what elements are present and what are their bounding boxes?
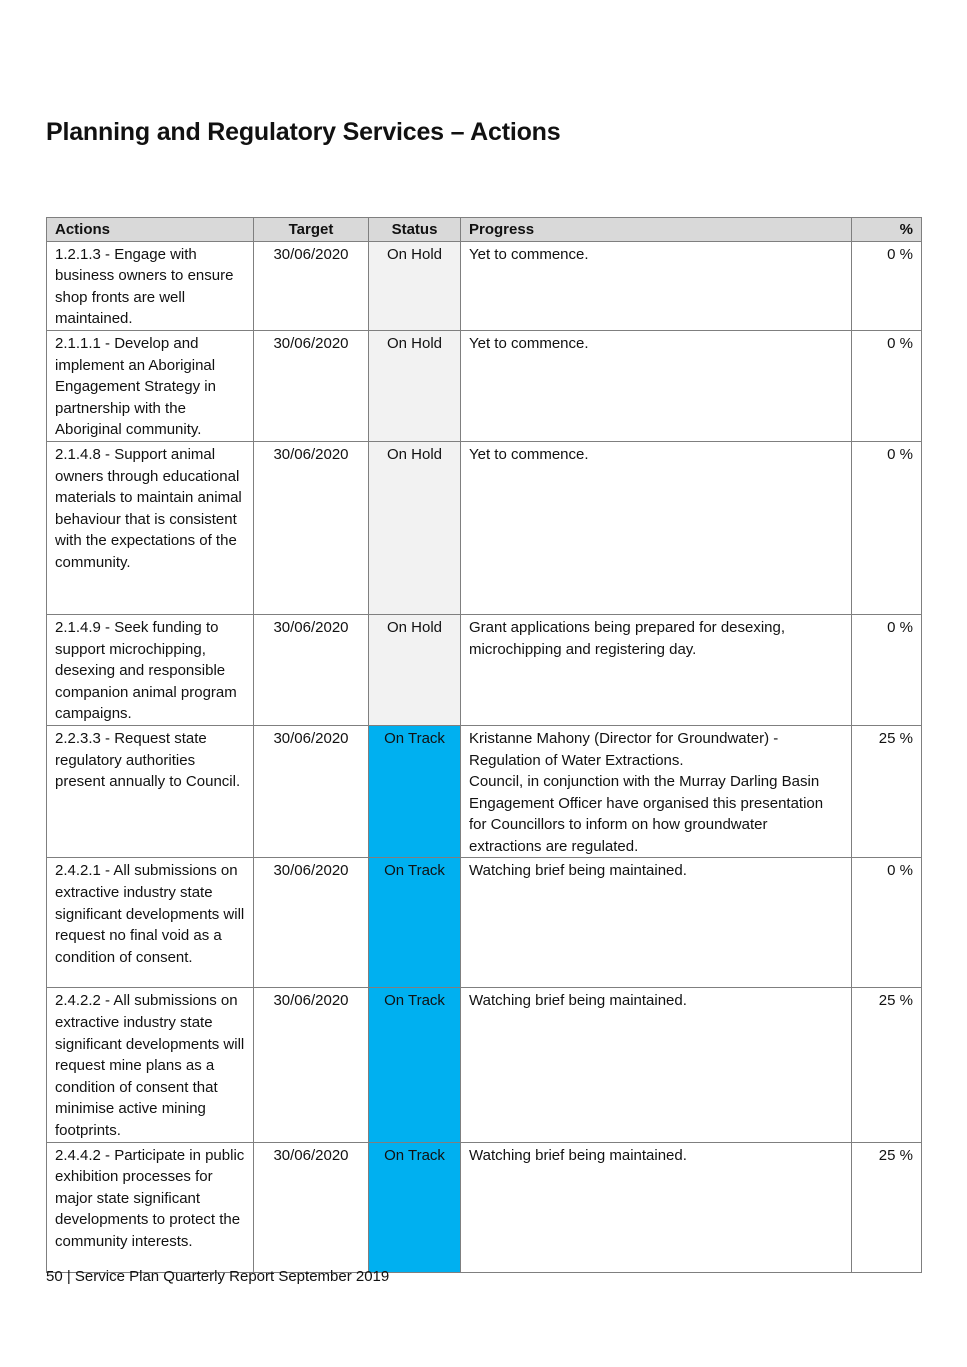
progress-text: Watching brief being maintained. bbox=[469, 992, 687, 1010]
percent-cell: 25 % bbox=[852, 1142, 922, 1272]
progress-cell bbox=[461, 241, 852, 330]
table-header-row bbox=[47, 218, 922, 242]
page-title: Planning and Regulatory Services – Actions bbox=[46, 118, 561, 146]
action-cell: 2.1.4.9 - Seek funding to support microchipping, desexing and responsible companion animal program campaigns. bbox=[47, 614, 254, 725]
table-row bbox=[47, 441, 922, 614]
progress-text: Kristanne Mahony (Director for Groundwater) - Regulation of Water Extractions. bbox=[469, 729, 779, 769]
table-row bbox=[47, 858, 922, 988]
table-row bbox=[47, 241, 922, 330]
status-cell: On Hold bbox=[369, 241, 461, 330]
action-cell: 2.2.3.3 - Request state regulatory authorities present annually to Council. bbox=[47, 725, 254, 858]
table-row bbox=[47, 330, 922, 441]
percent-cell: 0 % bbox=[852, 241, 922, 330]
percent-cell: 0 % bbox=[852, 441, 922, 614]
status-cell: On Hold bbox=[369, 441, 461, 614]
target-cell: 30/06/2020 bbox=[254, 441, 369, 614]
progress-text: Watching brief being maintained. bbox=[469, 1146, 687, 1164]
header-actions: Actions bbox=[47, 218, 254, 242]
action-cell: 2.4.2.1 - All submissions on extractive industry state significant developments will request no final void as a condition of consent. bbox=[47, 858, 254, 988]
action-cell: 2.4.2.2 - All submissions on extractive industry state significant developments will request mine plans as a condition of consent that minimise active mining footprints. bbox=[47, 988, 254, 1142]
status-cell: On Track bbox=[369, 988, 461, 1142]
progress-text: Yet to commence. bbox=[469, 334, 589, 352]
action-cell: 2.1.1.1 - Develop and implement an Aboriginal Engagement Strategy in partnership with the Aboriginal community. bbox=[47, 330, 254, 441]
progress-cell bbox=[461, 988, 852, 1142]
table-row bbox=[47, 988, 922, 1142]
progress-text: Yet to commence. bbox=[469, 445, 589, 463]
progress-cell bbox=[461, 1142, 852, 1272]
percent-cell: 0 % bbox=[852, 330, 922, 441]
target-cell: 30/06/2020 bbox=[254, 614, 369, 725]
header-target: Target bbox=[254, 218, 369, 242]
percent-cell: 0 % bbox=[852, 858, 922, 988]
target-cell: 30/06/2020 bbox=[254, 725, 369, 858]
target-cell: 30/06/2020 bbox=[254, 1142, 369, 1272]
percent-cell: 0 % bbox=[852, 614, 922, 725]
progress-text: Grant applications being prepared for desexing, microchipping and registering day. bbox=[469, 618, 786, 658]
target-cell: 30/06/2020 bbox=[254, 858, 369, 988]
table-row bbox=[47, 1142, 922, 1272]
progress-text: Yet to commence. bbox=[469, 245, 589, 263]
progress-cell bbox=[461, 614, 852, 725]
status-cell: On Hold bbox=[369, 614, 461, 725]
status-cell: On Track bbox=[369, 858, 461, 988]
percent-cell: 25 % bbox=[852, 988, 922, 1142]
percent-cell: 25 % bbox=[852, 725, 922, 858]
target-cell: 30/06/2020 bbox=[254, 988, 369, 1142]
target-cell: 30/06/2020 bbox=[254, 241, 369, 330]
header-status: Status bbox=[369, 218, 461, 242]
status-cell: On Hold bbox=[369, 330, 461, 441]
progress-text: Watching brief being maintained. bbox=[469, 862, 687, 880]
status-cell: On Track bbox=[369, 1142, 461, 1272]
page-footer: 50 | Service Plan Quarterly Report September 2019 bbox=[46, 1268, 390, 1285]
progress-text: Council, in conjunction with the Murray Darling Basin Engagement Officer have organised this presentation for Councillors to inform on how groundwater extractions are regulated. bbox=[469, 773, 824, 855]
action-cell: 2.1.4.8 - Support animal owners through educational materials to maintain animal behaviour that is consistent with the expectations of the community. bbox=[47, 441, 254, 614]
action-cell: 2.4.4.2 - Participate in public exhibition processes for major state significant developments to protect the community interests. bbox=[47, 1142, 254, 1272]
table-row bbox=[47, 725, 922, 858]
table-row bbox=[47, 614, 922, 725]
progress-cell bbox=[461, 441, 852, 614]
status-cell: On Track bbox=[369, 725, 461, 858]
header-percent: % bbox=[852, 218, 922, 242]
actions-table bbox=[46, 217, 922, 1273]
progress-cell bbox=[461, 858, 852, 988]
header-progress: Progress bbox=[461, 218, 852, 242]
target-cell: 30/06/2020 bbox=[254, 330, 369, 441]
progress-cell bbox=[461, 330, 852, 441]
progress-cell bbox=[461, 725, 852, 858]
action-cell: 1.2.1.3 - Engage with business owners to ensure shop fronts are well maintained. bbox=[47, 241, 254, 330]
